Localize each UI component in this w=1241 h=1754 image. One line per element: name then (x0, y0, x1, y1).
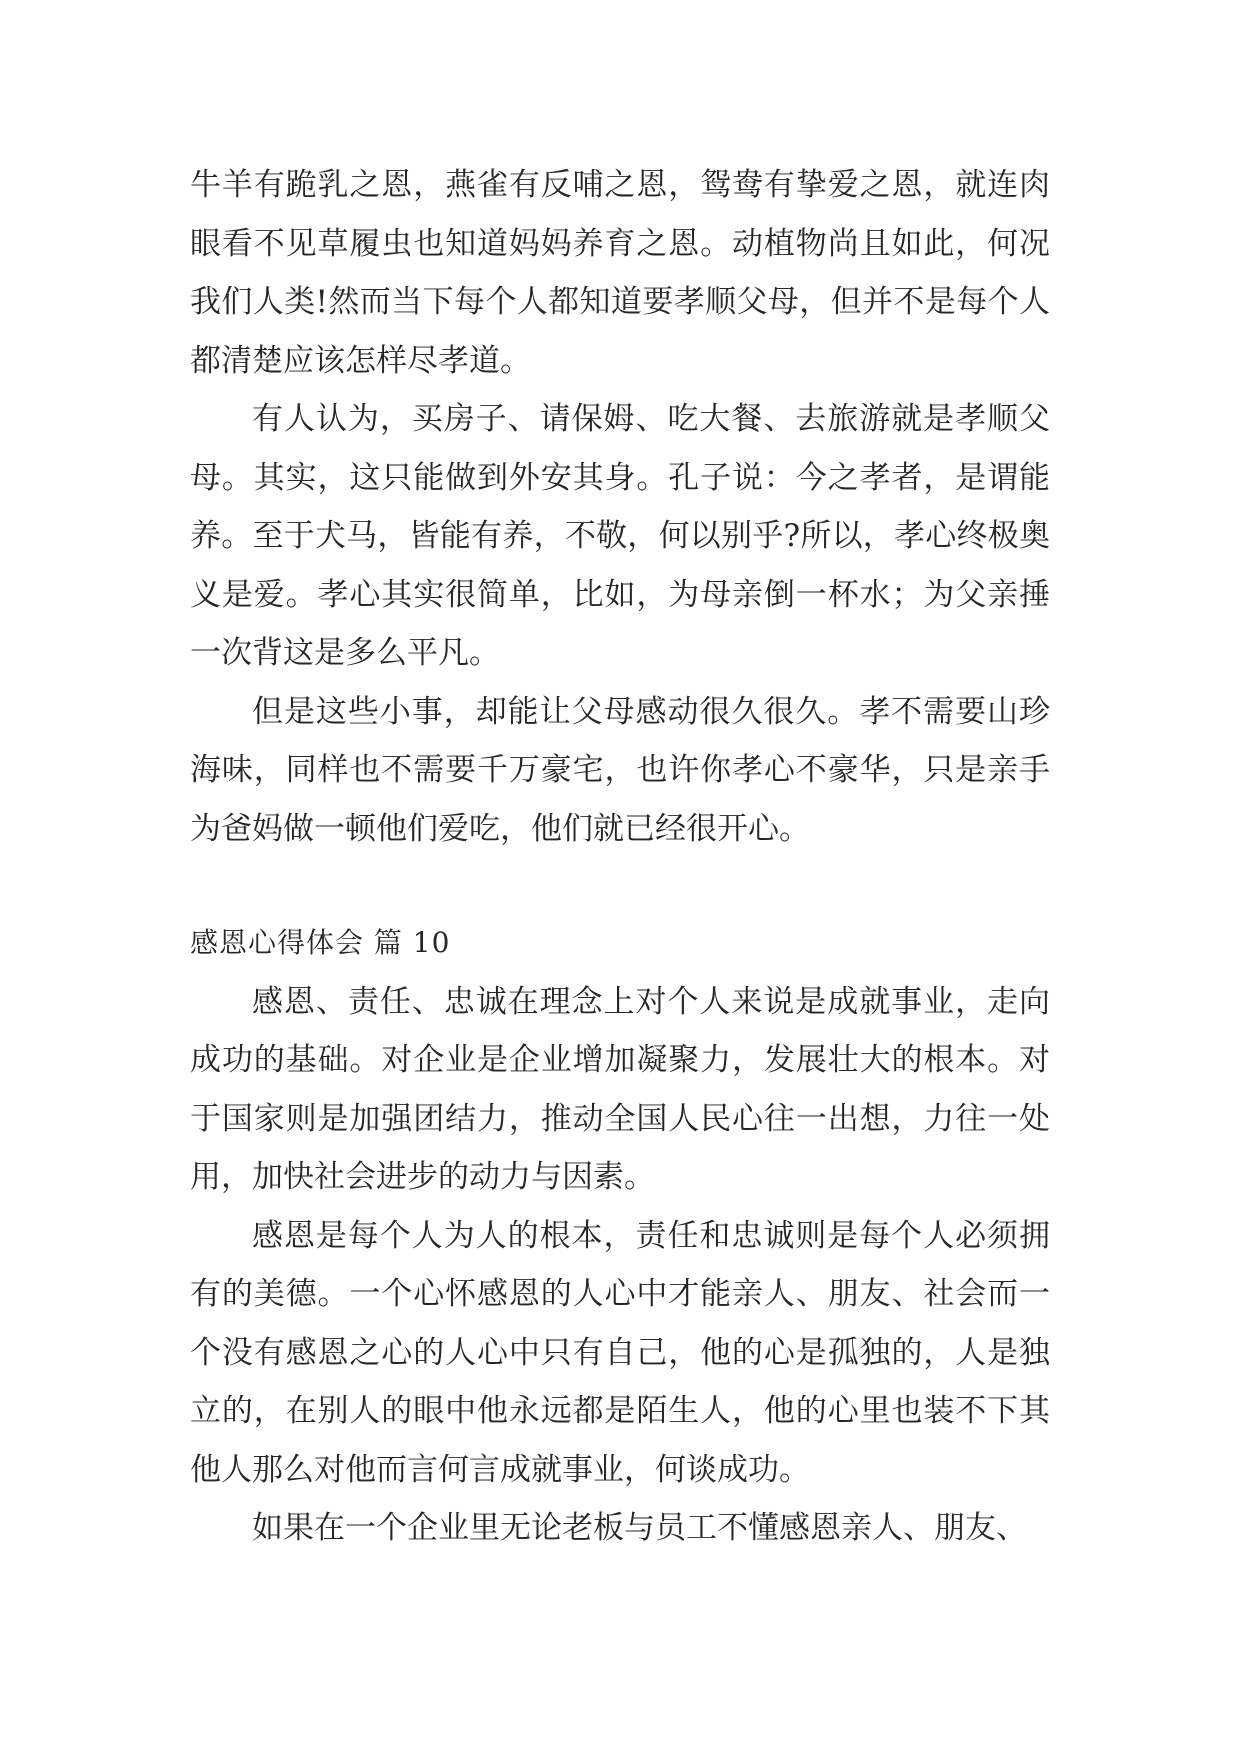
paragraph-section2-2: 感恩是每个人为人的根本，责任和忠诚则是每个人必须拥有的美德。一个心怀感恩的人心中才能亲人、朋友、社会而一个没有感恩之心的人心中只有自己，他的心是孤独的，人是独立的，在别人的眼中他永远都是陌生人，他的心里也装不下其他人那么对他而言何言成就事业，何谈成功。 (190, 1217, 1050, 1488)
paragraph-section2-1: 感恩、责任、忠诚在理念上对个人来说是成就事业，走向成功的基础。对企业是企业增加凝聚力，发展壮大的根本。对于国家则是加强团结力，推动全国人民心往一出想，力往一处用，加快社会进步的动力与因素。 (190, 983, 1050, 1195)
paragraph-section2-3: 如果在一个企业里无论老板与员工不懂感恩亲人、朋友、 (252, 1510, 1027, 1546)
paragraph-section1-1: 牛羊有跪乳之恩，燕雀有反哺之恩，鸳鸯有挚爱之恩，就连肉眼看不见草履虫也知道妈妈养育之恩。动植物尚且如此，何况我们人类!然而当下每个人都知道要孝顺父母，但并不是每个人都清楚应该怎样尽孝道。 (190, 167, 1050, 379)
paragraph-section1-3: 但是这些小事，却能让父母感动很久很久。孝不需要山珍海味，同样也不需要千万豪宅，也许你孝心不豪华，只是亲手为爸妈做一顿他们爱吃，他们就已经很开心。 (190, 693, 1050, 847)
paragraph-section1-2: 有人认为，买房子、请保姆、吃大餐、去旅游就是孝顺父母。其实，这只能做到外安其身。孔子说：今之孝者，是谓能养。至于犬马，皆能有养，不敬，何以别乎?所以，孝心终极奥义是爱。孝心其实很简单，比如，为母亲倒一杯水；为父亲捶一次背这是多么平凡。 (190, 401, 1050, 671)
section-heading: 感恩心得体会 篇 10 (190, 926, 451, 959)
document-body (190, 156, 1050, 1558)
